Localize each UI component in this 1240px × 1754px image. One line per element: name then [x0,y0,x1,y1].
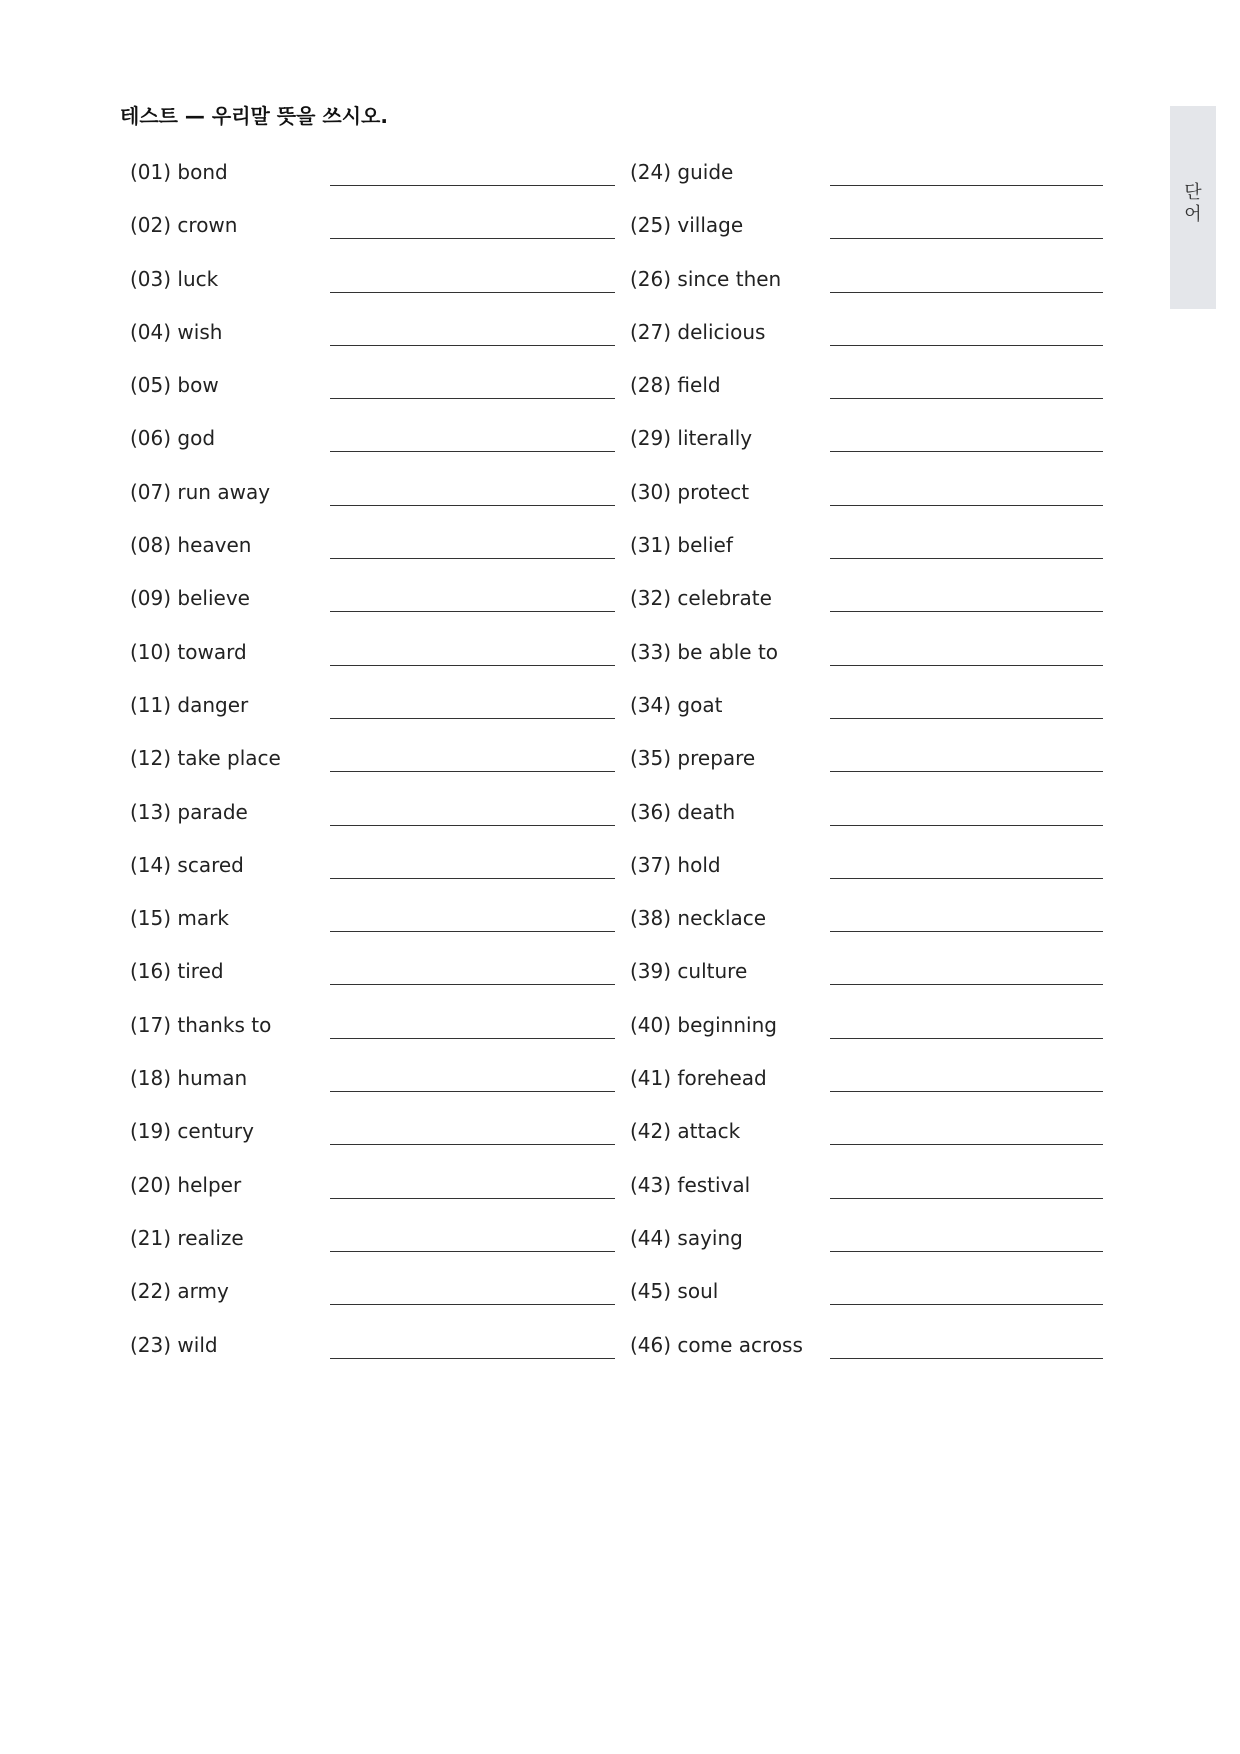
vocab-word: (10) toward [130,639,247,664]
answer-blank-line[interactable] [330,558,615,559]
side-tab-label: 단 어 [1184,182,1202,225]
vocab-item [630,416,1130,469]
vocab-item [630,843,1130,896]
vocab-word: (46) come across [630,1332,803,1357]
answer-blank-line[interactable] [330,878,615,879]
vocab-word: (22) army [130,1279,229,1304]
vocab-word: (07) run away [130,479,271,504]
vocab-word: (44) saying [630,1225,743,1250]
vocab-item [130,310,630,363]
vocab-item [130,470,630,523]
answer-blank-line[interactable] [330,292,615,293]
vocab-item [130,257,630,310]
vocab-item [130,949,630,1002]
vocab-item [130,1003,630,1056]
answer-blank-line[interactable] [330,665,615,666]
vocab-word: (05) bow [130,373,219,398]
vocab-item [130,1323,630,1376]
vocab-word: (29) literally [630,426,753,451]
answer-blank-line[interactable] [830,292,1103,293]
answer-blank-line[interactable] [830,398,1103,399]
vocab-item [130,363,630,416]
vocab-word: (20) helper [130,1172,242,1197]
answer-blank-line[interactable] [830,238,1103,239]
vocab-item [630,203,1130,256]
vocab-word: (26) since then [630,266,782,291]
vocab-word: (25) village [630,213,744,238]
answer-blank-line[interactable] [830,1038,1103,1039]
vocab-item [630,949,1130,1002]
vocab-word: (04) wish [130,319,223,344]
answer-blank-line[interactable] [830,185,1103,186]
vocab-item [130,1269,630,1322]
answer-blank-line[interactable] [830,451,1103,452]
vocab-item [630,576,1130,629]
answer-blank-line[interactable] [330,451,615,452]
vocab-word: (31) belief [630,533,733,558]
vocab-item [130,896,630,949]
answer-blank-line[interactable] [830,1198,1103,1199]
vocab-item [630,1163,1130,1216]
section-side-tab [1170,106,1216,309]
vocab-word: (03) luck [130,266,219,291]
answer-blank-line[interactable] [830,1358,1103,1359]
vocab-word: (42) attack [630,1119,741,1144]
answer-blank-line[interactable] [830,984,1103,985]
answer-blank-line[interactable] [330,718,615,719]
answer-blank-line[interactable] [330,345,615,346]
vocab-item [130,1216,630,1269]
answer-blank-line[interactable] [330,1038,615,1039]
vocab-item [630,1269,1130,1322]
answer-blank-line[interactable] [830,931,1103,932]
answer-blank-line[interactable] [330,984,615,985]
answer-blank-line[interactable] [830,878,1103,879]
vocab-item [130,736,630,789]
vocab-item [630,1109,1130,1162]
vocab-word: (45) soul [630,1279,719,1304]
vocab-item [130,1163,630,1216]
vocab-item [630,363,1130,416]
vocabulary-test-list [130,150,1130,1376]
vocab-item [130,843,630,896]
vocab-word: (39) culture [630,959,748,984]
vocab-word: (38) necklace [630,906,767,931]
vocab-word: (09) believe [130,586,250,611]
answer-blank-line[interactable] [330,1091,615,1092]
answer-blank-line[interactable] [330,238,615,239]
page-title: 테스트 — 우리말 뜻을 쓰시오. [120,104,388,128]
vocab-item [630,150,1130,203]
vocab-word: (11) danger [130,692,249,717]
vocab-word: (12) take place [130,746,281,771]
answer-blank-line[interactable] [830,345,1103,346]
vocab-word: (15) mark [130,906,229,931]
vocab-item [630,896,1130,949]
vocab-item [630,1003,1130,1056]
vocab-item [630,630,1130,683]
answer-blank-line[interactable] [830,771,1103,772]
vocab-word: (02) crown [130,213,238,238]
vocab-word: (18) human [130,1066,248,1091]
answer-blank-line[interactable] [330,1251,615,1252]
vocab-word: (17) thanks to [130,1012,272,1037]
vocab-word: (35) prepare [630,746,756,771]
vocab-item [630,310,1130,363]
vocab-item [630,1323,1130,1376]
vocab-word: (27) delicious [630,319,766,344]
vocab-item [130,790,630,843]
answer-blank-line[interactable] [330,1144,615,1145]
vocab-word: (19) century [130,1119,254,1144]
vocab-item [130,630,630,683]
answer-blank-line[interactable] [830,1144,1103,1145]
vocab-word: (41) forehead [630,1066,767,1091]
answer-blank-line[interactable] [830,1251,1103,1252]
vocab-word: (40) beginning [630,1012,777,1037]
vocab-word: (14) scared [130,852,244,877]
vocab-word: (21) realize [130,1225,244,1250]
answer-blank-line[interactable] [330,611,615,612]
answer-blank-line[interactable] [330,505,615,506]
vocab-word: (28) field [630,373,721,398]
vocab-word: (36) death [630,799,736,824]
answer-blank-line[interactable] [330,398,615,399]
vocab-item [130,683,630,736]
vocab-item [630,257,1130,310]
vocab-word: (30) protect [630,479,750,504]
vocab-word: (16) tired [130,959,224,984]
vocab-word: (33) be able to [630,639,779,664]
answer-blank-line[interactable] [830,1091,1103,1092]
answer-blank-line[interactable] [330,1304,615,1305]
answer-blank-line[interactable] [830,558,1103,559]
vocab-item [130,576,630,629]
vocab-item [130,523,630,576]
vocab-word: (01) bond [130,160,228,184]
answer-blank-line[interactable] [830,1304,1103,1305]
vocab-word: (06) god [130,426,216,451]
vocab-item [630,790,1130,843]
vocab-item [630,470,1130,523]
answer-blank-line[interactable] [330,825,615,826]
answer-blank-line[interactable] [830,665,1103,666]
vocab-word: (13) parade [130,799,248,824]
vocab-item [130,416,630,469]
answer-blank-line[interactable] [830,718,1103,719]
vocab-word: (08) heaven [130,533,252,558]
answer-blank-line[interactable] [830,505,1103,506]
answer-blank-line[interactable] [330,1358,615,1359]
vocab-item [630,1056,1130,1109]
vocab-item [630,1216,1130,1269]
answer-blank-line[interactable] [330,1198,615,1199]
answer-blank-line[interactable] [330,185,615,186]
vocab-item [130,150,630,203]
answer-blank-line[interactable] [830,611,1103,612]
vocab-item [130,1109,630,1162]
vocab-item [130,1056,630,1109]
vocab-item [630,736,1130,789]
vocab-word: (37) hold [630,852,721,877]
answer-blank-line[interactable] [830,825,1103,826]
vocab-word: (32) celebrate [630,586,772,611]
vocab-word: (24) guide [630,160,734,184]
answer-blank-line[interactable] [330,771,615,772]
vocab-item [130,203,630,256]
vocab-word: (43) festival [630,1172,751,1197]
vocab-word: (34) goat [630,692,723,717]
vocab-item [630,523,1130,576]
vocab-word: (23) wild [130,1332,218,1357]
vocab-item [630,683,1130,736]
answer-blank-line[interactable] [330,931,615,932]
